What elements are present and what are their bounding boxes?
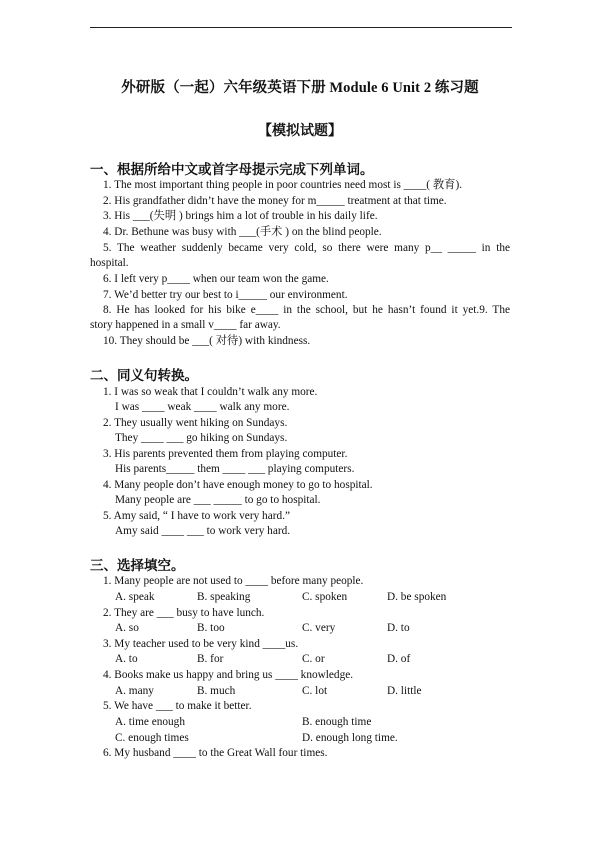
s1-item-7: 7. We’d better try our best to i_____ our environment. bbox=[103, 289, 348, 301]
s3-q4-option-b: B. much bbox=[197, 685, 236, 697]
s1-item-5: 5. The weather suddenly became very cold, so there were many p__ _____ in the bbox=[103, 242, 510, 254]
page-title: 外研版（一起）六年级英语下册 Module 6 Unit 2 练习题 bbox=[121, 80, 479, 96]
s1-item-2: 2. His grandfather didn’t have the money for m_____ treatment at that time. bbox=[103, 195, 447, 207]
s3-q5-option-a: A. time enough bbox=[115, 716, 185, 728]
s3-q3-option-b: B. for bbox=[197, 653, 224, 665]
s1-item-1: 1. The most important thing people in poor countries need most is ____( 教育). bbox=[103, 179, 463, 191]
s2-item-1: 1. I was so weak that I couldn’t walk any more. bbox=[103, 386, 318, 398]
s3-q4-option-d: D. little bbox=[387, 685, 422, 697]
section3-heading: 三、选择填空。 bbox=[90, 558, 185, 573]
s3-q2-option-a: A. so bbox=[115, 622, 139, 634]
s3-q4-stem: 4. Books make us happy and bring us ____ knowledge. bbox=[103, 669, 354, 681]
header-rule bbox=[90, 27, 512, 28]
section1-heading: 一、根据所给中文或首字母提示完成下列单词。 bbox=[90, 162, 374, 177]
s3-q5-option-d: D. enough long time. bbox=[302, 732, 398, 744]
s2-item-3: 3. His parents prevented them from playing computer. bbox=[103, 448, 348, 460]
s3-q3-option-c: C. or bbox=[302, 653, 325, 665]
s3-q1-option-d: D. be spoken bbox=[387, 591, 447, 603]
s3-q5-option-c: C. enough times bbox=[115, 732, 189, 744]
s2-item-1-answer: I was ____ weak ____ walk any more. bbox=[115, 401, 290, 413]
s1-item-6: 6. I left very p____ when our team won the game. bbox=[103, 273, 329, 285]
s2-item-3-answer: His parents_____ them ____ ___ playing computers. bbox=[115, 463, 355, 475]
s3-q4-option-a: A. many bbox=[115, 685, 154, 697]
s3-q4-option-c: C. lot bbox=[302, 685, 328, 697]
s3-q5-stem: 5. We have ___ to make it better. bbox=[103, 700, 252, 712]
s3-q2-option-b: B. too bbox=[197, 622, 225, 634]
s3-q3-option-a: A. to bbox=[115, 653, 138, 665]
section2-heading: 二、同义句转换。 bbox=[90, 368, 198, 383]
s1-item-8: 8. He has looked for his bike e____ in the school, but he hasn’t found it yet.9. The bbox=[103, 304, 510, 316]
s3-q1-stem: 1. Many people are not used to ____ before many people. bbox=[103, 575, 364, 587]
s3-q3-stem: 3. My teacher used to be very kind ____us. bbox=[103, 638, 299, 650]
s2-item-4: 4. Many people don’t have enough money to go to hospital. bbox=[103, 479, 373, 491]
s2-item-2-answer: They ____ ___ go hiking on Sundays. bbox=[115, 432, 288, 444]
s3-q6-stem: 6. My husband ____ to the Great Wall four times. bbox=[103, 747, 328, 759]
s3-q1-option-a: A. speak bbox=[115, 591, 155, 603]
s3-q5-option-b: B. enough time bbox=[302, 716, 372, 728]
s2-item-5: 5. Amy said, “ I have to work very hard.” bbox=[103, 510, 290, 522]
s3-q1-option-b: B. speaking bbox=[197, 591, 251, 603]
s2-item-5-answer: Amy said ____ ___ to work very hard. bbox=[115, 525, 291, 537]
s2-item-2: 2. They usually went hiking on Sundays. bbox=[103, 417, 288, 429]
s1-item-5-cont: hospital. bbox=[90, 257, 129, 269]
s1-item-10: 10. They should be ___( 对待) with kindness. bbox=[103, 335, 311, 347]
page-subtitle: 【模拟试题】 bbox=[258, 124, 342, 139]
s3-q2-option-d: D. to bbox=[387, 622, 410, 634]
s1-item-8-cont: story happened in a small v____ far away. bbox=[90, 319, 281, 331]
s3-q2-option-c: C. very bbox=[302, 622, 336, 634]
s2-item-4-answer: Many people are ___ _____ to go to hospital. bbox=[115, 494, 321, 506]
s1-item-3: 3. His ___(失明 ) brings him a lot of trouble in his daily life. bbox=[103, 210, 378, 222]
s1-item-4: 4. Dr. Bethune was busy with ___(手术 ) on the blind people. bbox=[103, 226, 382, 238]
s3-q2-stem: 2. They are ___ busy to have lunch. bbox=[103, 607, 265, 619]
s3-q1-option-c: C. spoken bbox=[302, 591, 348, 603]
s3-q3-option-d: D. of bbox=[387, 653, 411, 665]
